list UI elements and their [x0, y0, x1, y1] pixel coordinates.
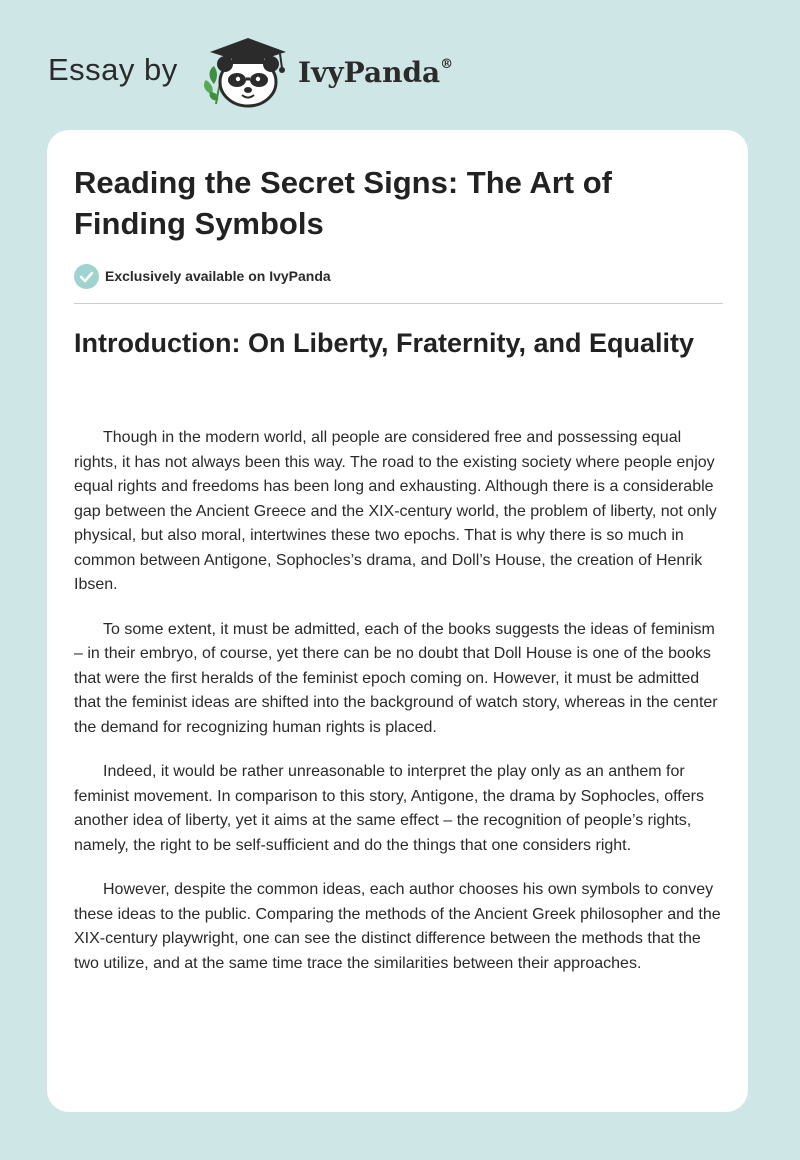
essay-by-label: Essay by	[48, 52, 178, 87]
registered-mark: ®	[440, 56, 454, 72]
exclusive-label: Exclusively available on IvyPanda	[105, 268, 331, 284]
paragraph: However, despite the common ideas, each author chooses his own symbols to convey these ideas to the public. Comparing the methods of the Ancient Greek philosopher and the XIX-century playwright, one can see the distinct difference between the methods that the two utilize, and at the same time trace the similarities between their approaches.	[74, 881, 721, 972]
page-title: Reading the Secret Signs: The Art of Finding Symbols	[74, 165, 612, 241]
article-body	[74, 426, 725, 996]
section-heading: Introduction: On Liberty, Fraternity, and Equality	[74, 328, 695, 358]
brand-text: IvyPanda	[298, 56, 441, 89]
paragraph: Indeed, it would be rather unreasonable to interpret the play only as an anthem for feminist movement. In comparison to this story, Antigone, the drama by Sophocles, offers another idea of liberty, yet it aims at the same effect – the recognition of people’s rights, namely, the right to be self-sufficient and do the things that one considers right.	[74, 763, 704, 854]
exclusive-badge	[74, 263, 331, 289]
brand-name[interactable]	[298, 56, 453, 89]
site-header	[48, 34, 508, 114]
divider	[74, 303, 723, 304]
paragraph: Though in the modern world, all people are considered free and possessing equal rights, it has not always been this way. The road to the existing society where people enjoy equal rights and freedoms has been long and exhausting. Although there is a considerable gap between the Ancient Greece and the XIX-century world, the problem of liberty, not only physical, but also moral, intertwines these two epochs. That is why there is so much in common between Antigone, Sophocles’s drama, and Doll’s House, the creation of Henrik Ibsen.	[74, 429, 717, 593]
panda-graduate-logo-icon[interactable]	[200, 34, 294, 110]
paragraph: To some extent, it must be admitted, each of the books suggests the ideas of feminism – in their embryo, of course, yet there can be no doubt that Doll House is one of the books that were the first heralds of the feminist epoch coming on. However, it must be admitted that the feminist ideas are shifted into the background of watch story, whereas in the center the demand for recognizing human rights is placed.	[74, 620, 718, 736]
check-icon	[74, 264, 99, 289]
article-card	[47, 130, 748, 1112]
